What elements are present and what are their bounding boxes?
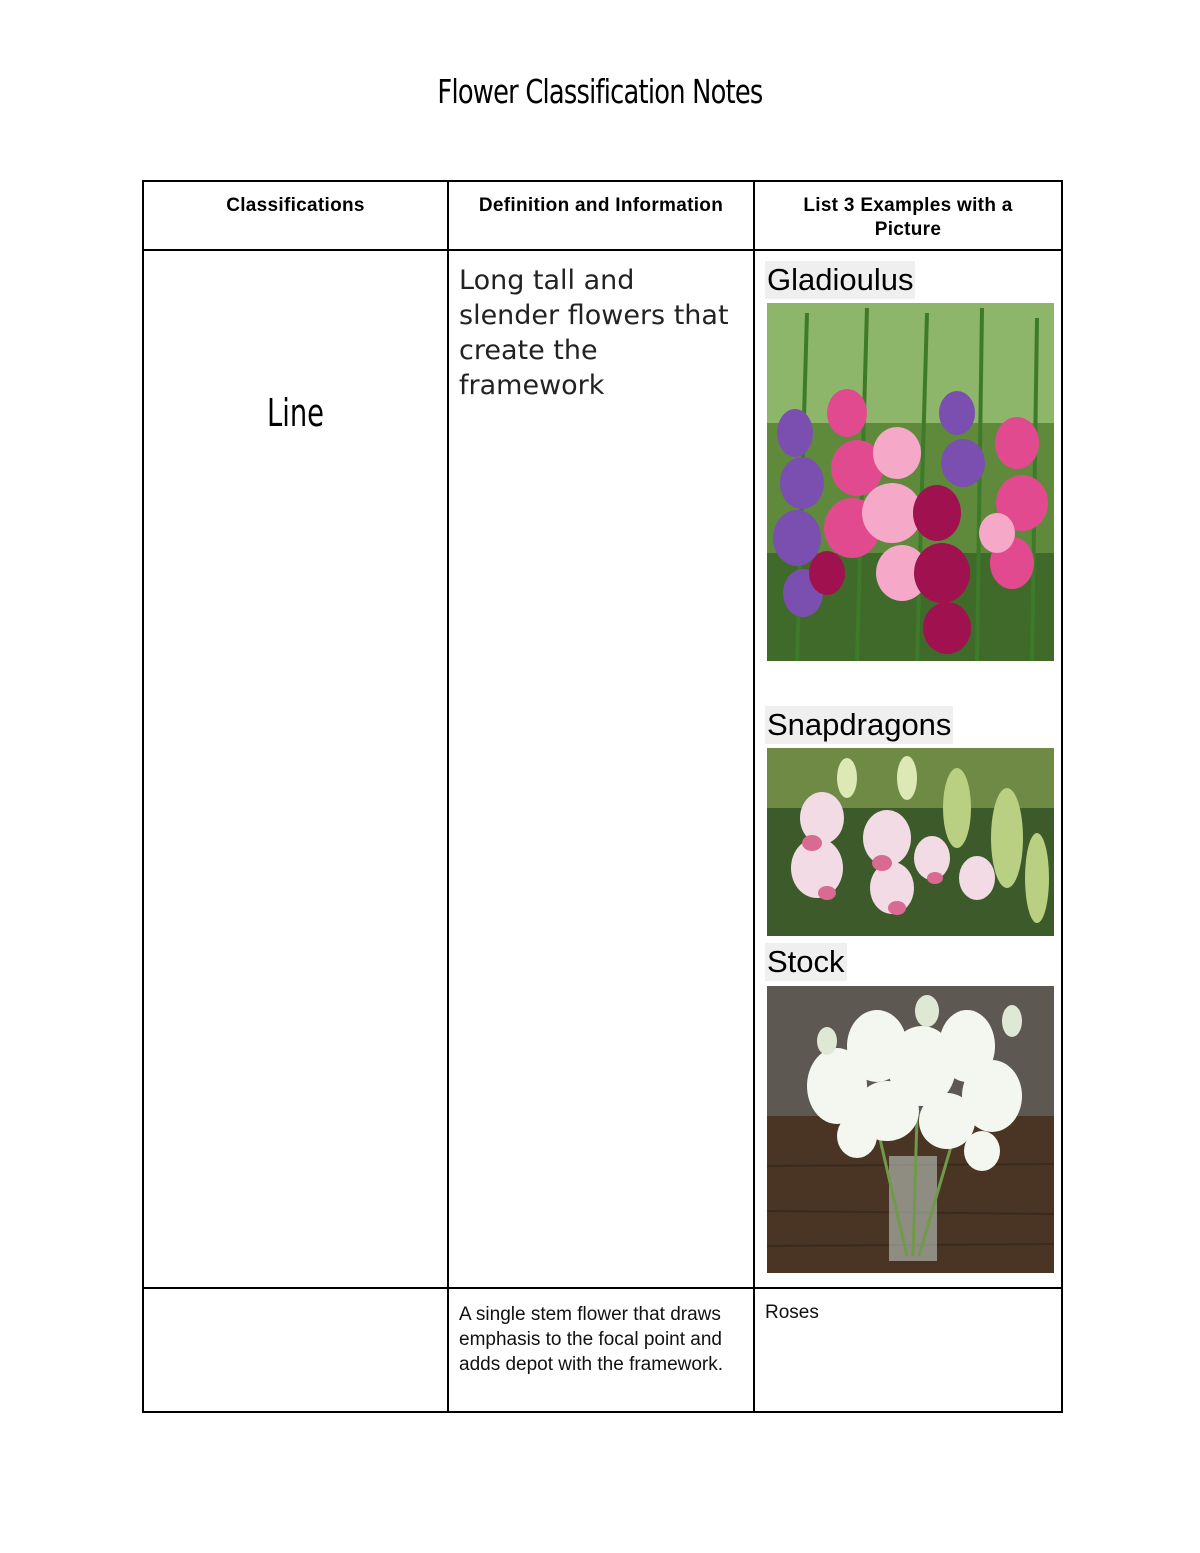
classification-cell (143, 1288, 448, 1412)
header-definition: Definition and Information (448, 181, 754, 250)
definition-cell (448, 250, 754, 1288)
examples-cell (754, 250, 1062, 1288)
classification-table (142, 180, 1063, 1413)
stock-photo (767, 986, 1054, 1273)
example-label: Gladioulus (767, 262, 914, 297)
example-label: Snapdragons (767, 707, 952, 742)
table-row (143, 1288, 1062, 1412)
definition-text: A single stem flower that draws emphasis to the focal point and adds depot with the framework. (459, 1304, 724, 1375)
example-label: Stock (767, 944, 845, 979)
classification-cell (143, 250, 448, 1288)
header-classifications: Classifications (143, 181, 448, 250)
snapdragon-photo (767, 748, 1054, 936)
header-examples: List 3 Examples with a Picture (754, 181, 1062, 250)
gladiolus-photo (767, 303, 1054, 661)
definition-cell (448, 1288, 754, 1412)
table-row (143, 250, 1062, 1288)
examples-text: Roses (765, 1302, 819, 1323)
table-header-row (143, 181, 1062, 250)
document-title: Flower Classification Notes (437, 72, 763, 111)
definition-text: Long tall and slender flowers that create the framework (459, 265, 729, 401)
classification-name: Line (266, 391, 325, 435)
examples-cell (754, 1288, 1062, 1412)
